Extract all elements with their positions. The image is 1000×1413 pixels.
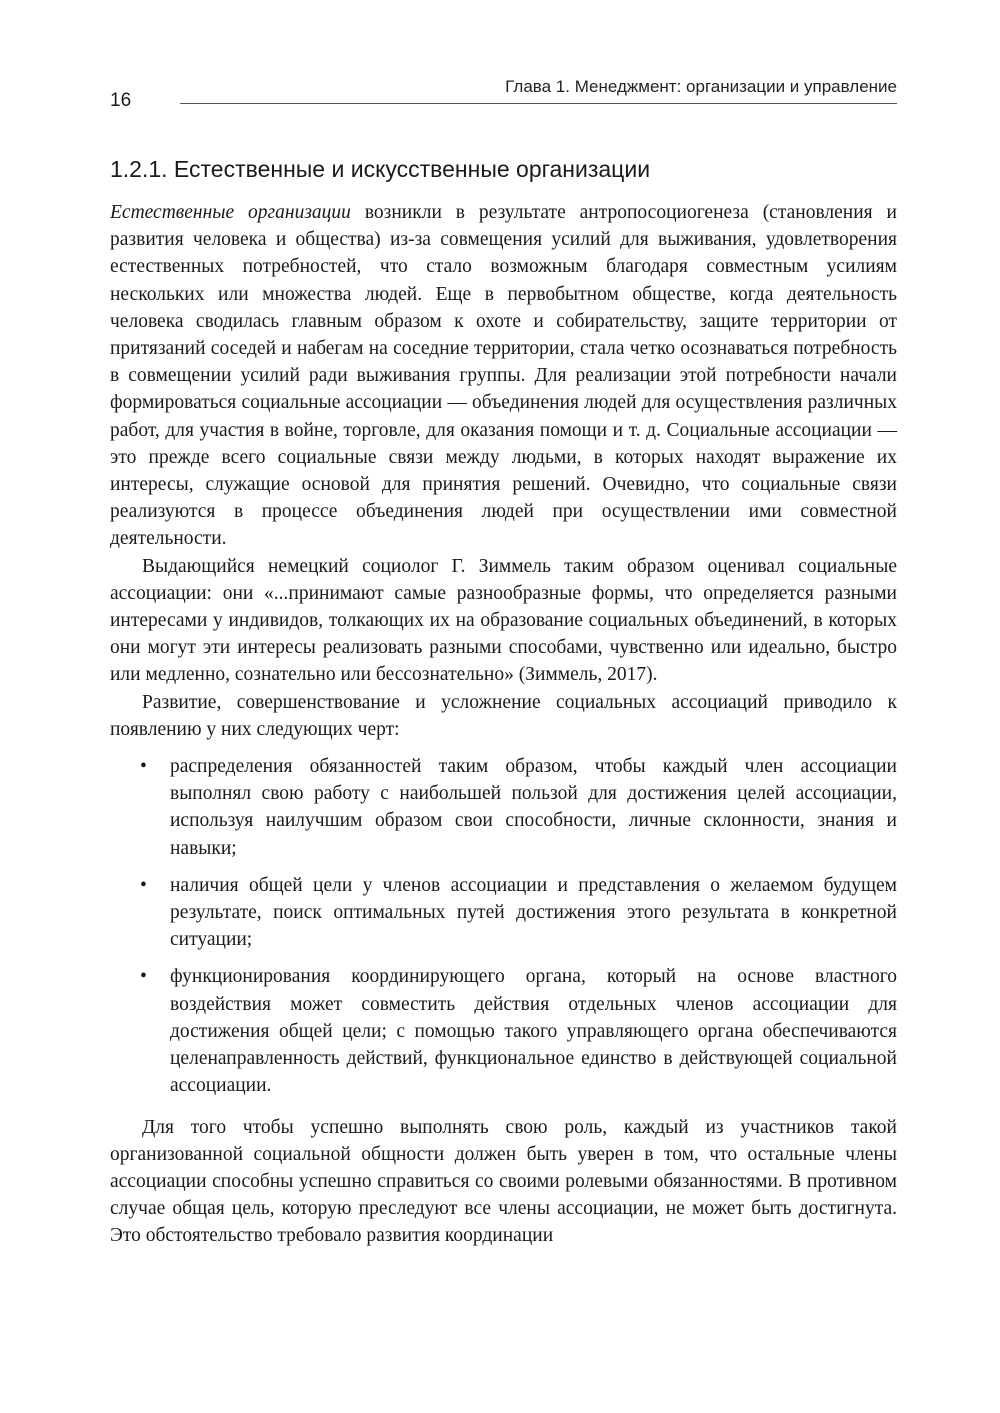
paragraph-1 [110,199,897,553]
list-item-text: распределения обязанностей таким образом, чтобы каждый член ассоциации выполнял свою работу с наибольшей пользой для достижения целей ассоциации, используя наилучшим образом свои способности, личные склонности, знания и навыки; [170,756,897,859]
list-item [110,963,897,1099]
section-heading: 1.2.1. Естественные и искусственные организации [110,156,651,182]
header-rule [180,103,897,104]
list-item-text: наличия общей цели у членов ассоциации и представления о желаемом будущем результате, поиск оптимальных путей достижения этого результата в конкретной ситуации; [170,874,897,951]
list-item-text: функционирования координирующего органа, который на основе властного воздействия может совместить действия отдельных членов ассоциации для достижения общей цели; с помощью такого управляющего органа обеспечиваются целенаправленность действий, функциональное единство в действующей социальной ассоциации. [170,966,897,1097]
bullet-icon: • [140,874,147,896]
list-item [110,872,897,954]
page-number: 16 [110,90,132,111]
paragraph-3: Развитие, совершенствование и усложнение социальных ассоциаций приводило к появлению у них следующих черт: [110,691,897,740]
body-text [110,199,897,1250]
list-item [110,753,897,862]
paragraph-1-text: возникли в результате антропосоциогенеза (становления и развития человека и общества) из-за совмещения усилий для выживания, удовлетворения естественных потребностей, что стало возможным благодаря совместным усилиям нескольких или множества людей. Еще в первобытном обществе, когда деятельность человека сводилась главным образом к охоте и собирательству, защите территории от притязаний соседей и набегам на соседние территории, стала четко осознаваться потребность в совмещении усилий ради выживания группы. Для реализации этой потребности начали формироваться социальные ассоциации — объединения людей для осуществления различных работ, для участия в войне, торговле, для оказания помощи и т. д. Социальные ассоциации — это прежде всего социальные связи между людьми, в которых находят выражение их интересы, служащие основой для принятия решений. Очевидно, что социальные связи реализуются в процессе объединения людей при осуществлении ими совместной деятельности. [110,202,897,550]
bullet-icon: • [140,756,147,778]
feature-list [110,753,897,1099]
term-natural-organizations: Естественные организации [110,202,351,223]
paragraph-4: Для того чтобы успешно выполнять свою роль, каждый из участников такой организованной социальной общности должен быть уверен в том, что остальные члены ассоциации способны успешно справиться со своими ролевыми обязанностями. В противном случае общая цель, которую преследуют все члены ассоциации, не может быть достигнута. Это обстоятельство требовало развития координации [110,1116,897,1247]
bullet-icon: • [140,966,147,988]
paragraph-2: Выдающийся немецкий социолог Г. Зиммель таким образом оценивал социальные ассоциации: они «...принимают самые разнообразные формы, что определяется разными интересами у индивидов, толкающих их на образование социальных объединений, в которых они могут эти интересы реализовать разными способами, чувственно или идеально, быстро или медленно, сознательно или бессознательно» (Зиммель, 2017). [110,555,897,686]
running-header [110,76,897,112]
chapter-title: Глава 1. Менеджмент: организации и управление [505,77,897,96]
